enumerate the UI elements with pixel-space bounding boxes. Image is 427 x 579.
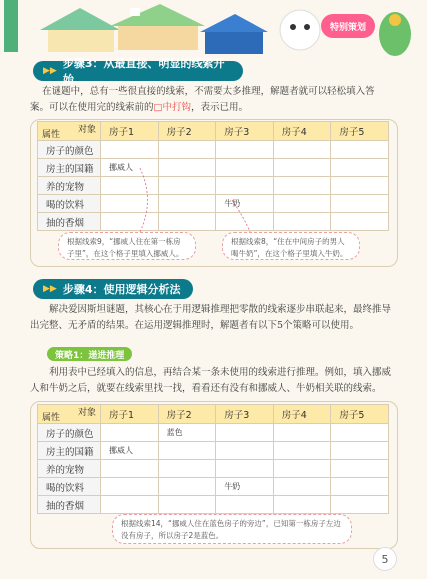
col-header: 房子4	[273, 405, 331, 424]
step4-paragraph: 解决爱因斯坦谜题，其核心在于用逻辑推理把零散的线索逐步串联起来，最终推导出完整、无矛盾的结果。在运用逻辑推理时，解题者有以下5个策略可以使用。	[30, 304, 392, 331]
page-number: 5	[373, 547, 397, 571]
double-chevron-icon: ▶▶	[43, 284, 57, 294]
table-cell	[158, 442, 216, 460]
table-cell	[273, 442, 331, 460]
col-header: 房子1	[101, 405, 159, 424]
clue9-note: 根据线索9，“挪威人住在第一栋房子里”，在这个格子里填入挪威人。	[58, 232, 196, 260]
table-cell	[273, 424, 331, 442]
double-chevron-icon: ▶▶	[43, 66, 57, 76]
table-cell	[216, 460, 274, 478]
table-cell	[331, 460, 389, 478]
table-cell	[158, 460, 216, 478]
col-header: 房子4	[273, 122, 331, 141]
step3-para-a: 在谜题中，总有一些很直接的线索，不需要太多推理，解题者就可以轻松填入答案。可以在使用完的线索前的	[30, 86, 375, 113]
table-cell	[331, 478, 389, 496]
strategy-label: 策略1：递进推理	[47, 347, 132, 361]
col-header: 房子5	[331, 122, 389, 141]
step4-title	[33, 279, 193, 299]
row-label: 房子的颜色	[38, 141, 101, 159]
col-header: 房子2	[158, 122, 216, 141]
row-label: 房主的国籍	[38, 159, 101, 177]
corner-attribute-label: 属性	[42, 130, 61, 140]
row-label: 喝的饮料	[38, 195, 101, 213]
row-label: 抽的香烟	[38, 496, 101, 514]
table-cell	[101, 460, 159, 478]
table-cell	[273, 496, 331, 514]
table-cell	[331, 442, 389, 460]
row-label: 养的宠物	[38, 177, 101, 195]
row-label: 养的宠物	[38, 460, 101, 478]
corner-object-label: 对象	[77, 408, 96, 418]
table-cell: 牛奶	[216, 478, 274, 496]
corner-object-label: 对象	[77, 125, 96, 135]
col-header: 房子3	[216, 405, 274, 424]
step3-para-red: □中打钩	[153, 102, 191, 113]
table-cell	[101, 496, 159, 514]
table-cell	[331, 424, 389, 442]
strategy-paragraph: 利用表中已经填入的信息，再结合某一条未使用的线索进行推理。例如，填入挪威人和牛奶之后，就要在线索里找一找，看看还有没有和挪威人、牛奶相关联的线索。	[30, 367, 392, 394]
clue14-note: 根据线索14，“挪威人住在蓝色房子的旁边”，已知第一栋房子左边没有房子，所以房子2是蓝色。	[112, 514, 352, 544]
table-row	[38, 442, 389, 460]
table-cell	[158, 478, 216, 496]
row-label: 抽的香烟	[38, 213, 101, 231]
table-cell: 牛奶	[216, 195, 274, 213]
step3-para-b: ，表示已用。	[191, 102, 249, 113]
table-row	[38, 424, 389, 442]
table-row	[38, 496, 389, 514]
row-label: 房子的颜色	[38, 424, 101, 442]
table-cell	[101, 478, 159, 496]
table-corner	[38, 405, 101, 424]
table-cell: 挪威人	[101, 159, 159, 177]
table-cell	[158, 496, 216, 514]
step3-title-text: 步骤3：从最直接、明显的线索开始	[62, 57, 225, 86]
table-cell	[101, 424, 159, 442]
col-header: 房子1	[101, 122, 159, 141]
clue8-note: 根据线索8，“住在中间房子的男人喝牛奶”，在这个格子里填入牛奶。	[222, 232, 360, 260]
table-cell	[331, 496, 389, 514]
step4-table	[37, 404, 389, 514]
row-label: 喝的饮料	[38, 478, 101, 496]
step4-title-text: 步骤4：使用逻辑分析法	[62, 283, 181, 296]
col-header: 房子2	[158, 405, 216, 424]
special-feature-badge: 特别策划	[321, 14, 375, 38]
corner-attribute-label: 属性	[42, 413, 61, 423]
table-cell	[216, 442, 274, 460]
table-cell: 挪威人	[101, 442, 159, 460]
table-row	[38, 460, 389, 478]
table-row	[38, 478, 389, 496]
table-cell	[216, 424, 274, 442]
table-cell	[216, 496, 274, 514]
table-cell: 蓝色	[158, 424, 216, 442]
col-header: 房子5	[331, 405, 389, 424]
col-header: 房子3	[216, 122, 274, 141]
table-cell	[273, 478, 331, 496]
row-label: 房主的国籍	[38, 442, 101, 460]
table-cell	[273, 460, 331, 478]
